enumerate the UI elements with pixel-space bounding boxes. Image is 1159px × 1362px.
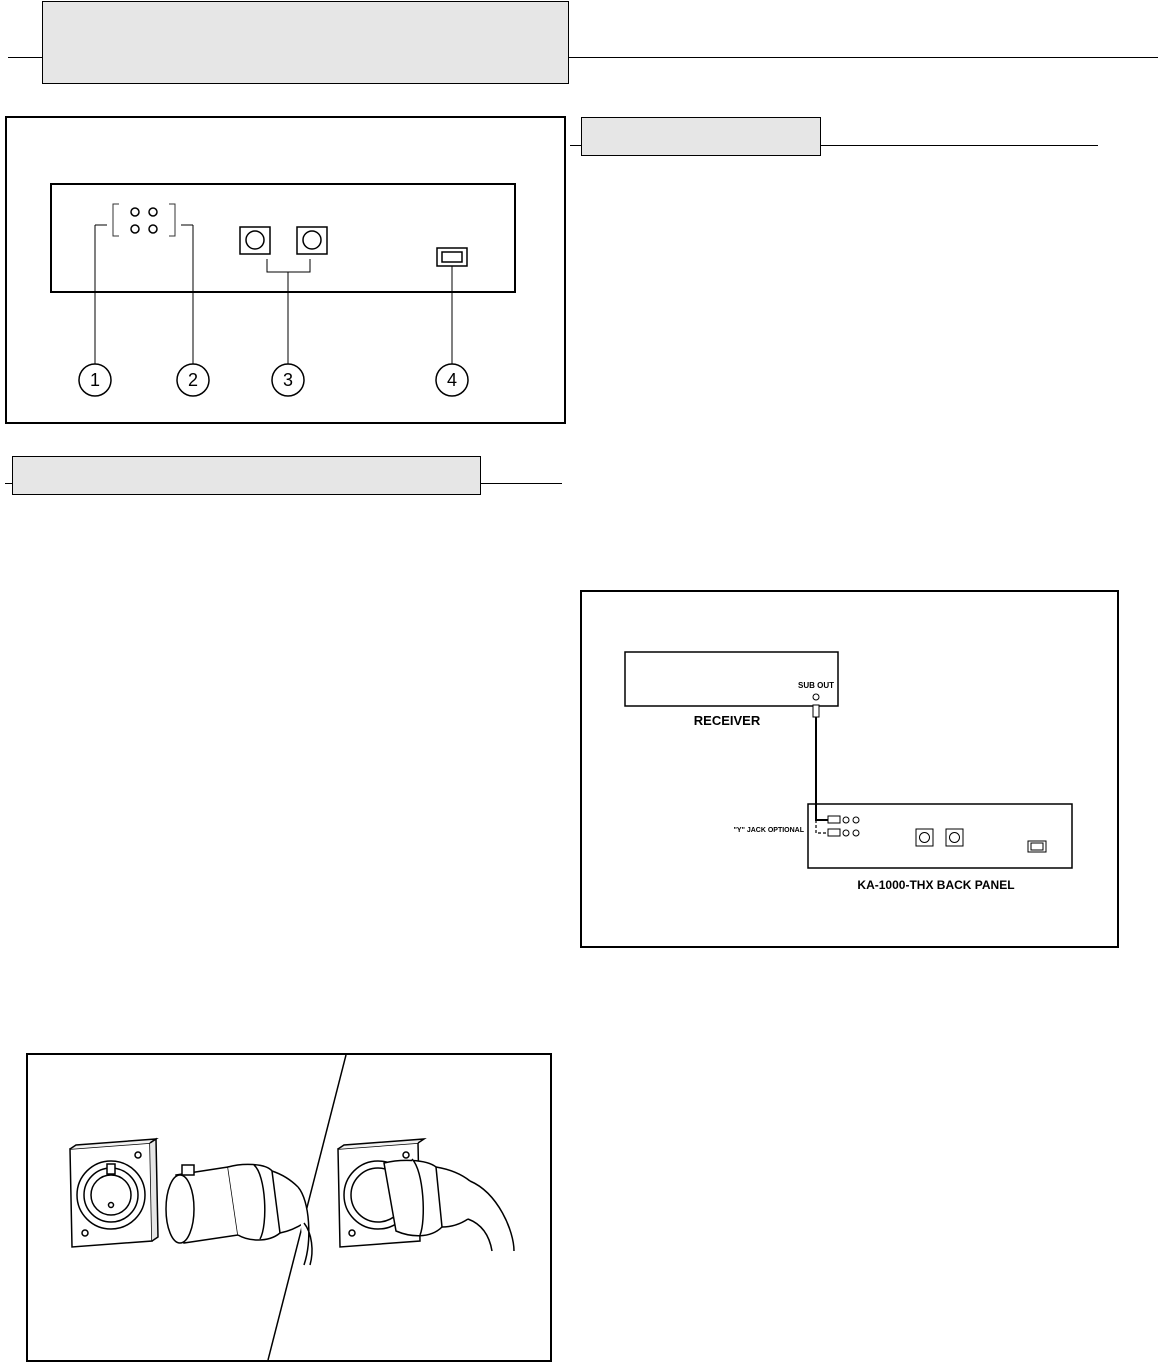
- connector-drawing: [28, 1055, 550, 1360]
- plug-left-icon: [166, 1164, 312, 1265]
- amp-xlr-sockets-icon: [916, 829, 963, 846]
- connector-figure: [26, 1053, 552, 1362]
- connection-drawing: [582, 592, 1117, 946]
- top-header-box: [42, 1, 569, 84]
- socket-plate-left-icon: [70, 1139, 158, 1247]
- sub-out-label: SUB OUT: [798, 681, 834, 690]
- receiver-box: [625, 652, 838, 706]
- callout-1: 1: [89, 370, 101, 390]
- connection-figure: [580, 590, 1119, 948]
- callout-2: 2: [187, 370, 199, 390]
- back-panel-label: KA-1000-THX BACK PANEL: [857, 878, 1015, 892]
- right-section-box: [581, 117, 821, 156]
- callout-3: 3: [282, 370, 294, 390]
- amp-power-inlet-icon: [1028, 841, 1046, 852]
- callout-4: 4: [446, 370, 458, 390]
- amp-rca-jacks-icon: [843, 817, 859, 836]
- receiver-label: RECEIVER: [693, 713, 761, 728]
- y-jack-label: "Y" JACK OPTIONAL: [733, 827, 804, 834]
- left-section-box: [12, 456, 481, 495]
- y-cable-optional: [816, 820, 828, 833]
- back-panel-figure: [5, 116, 566, 424]
- back-panel-drawing: [7, 118, 564, 422]
